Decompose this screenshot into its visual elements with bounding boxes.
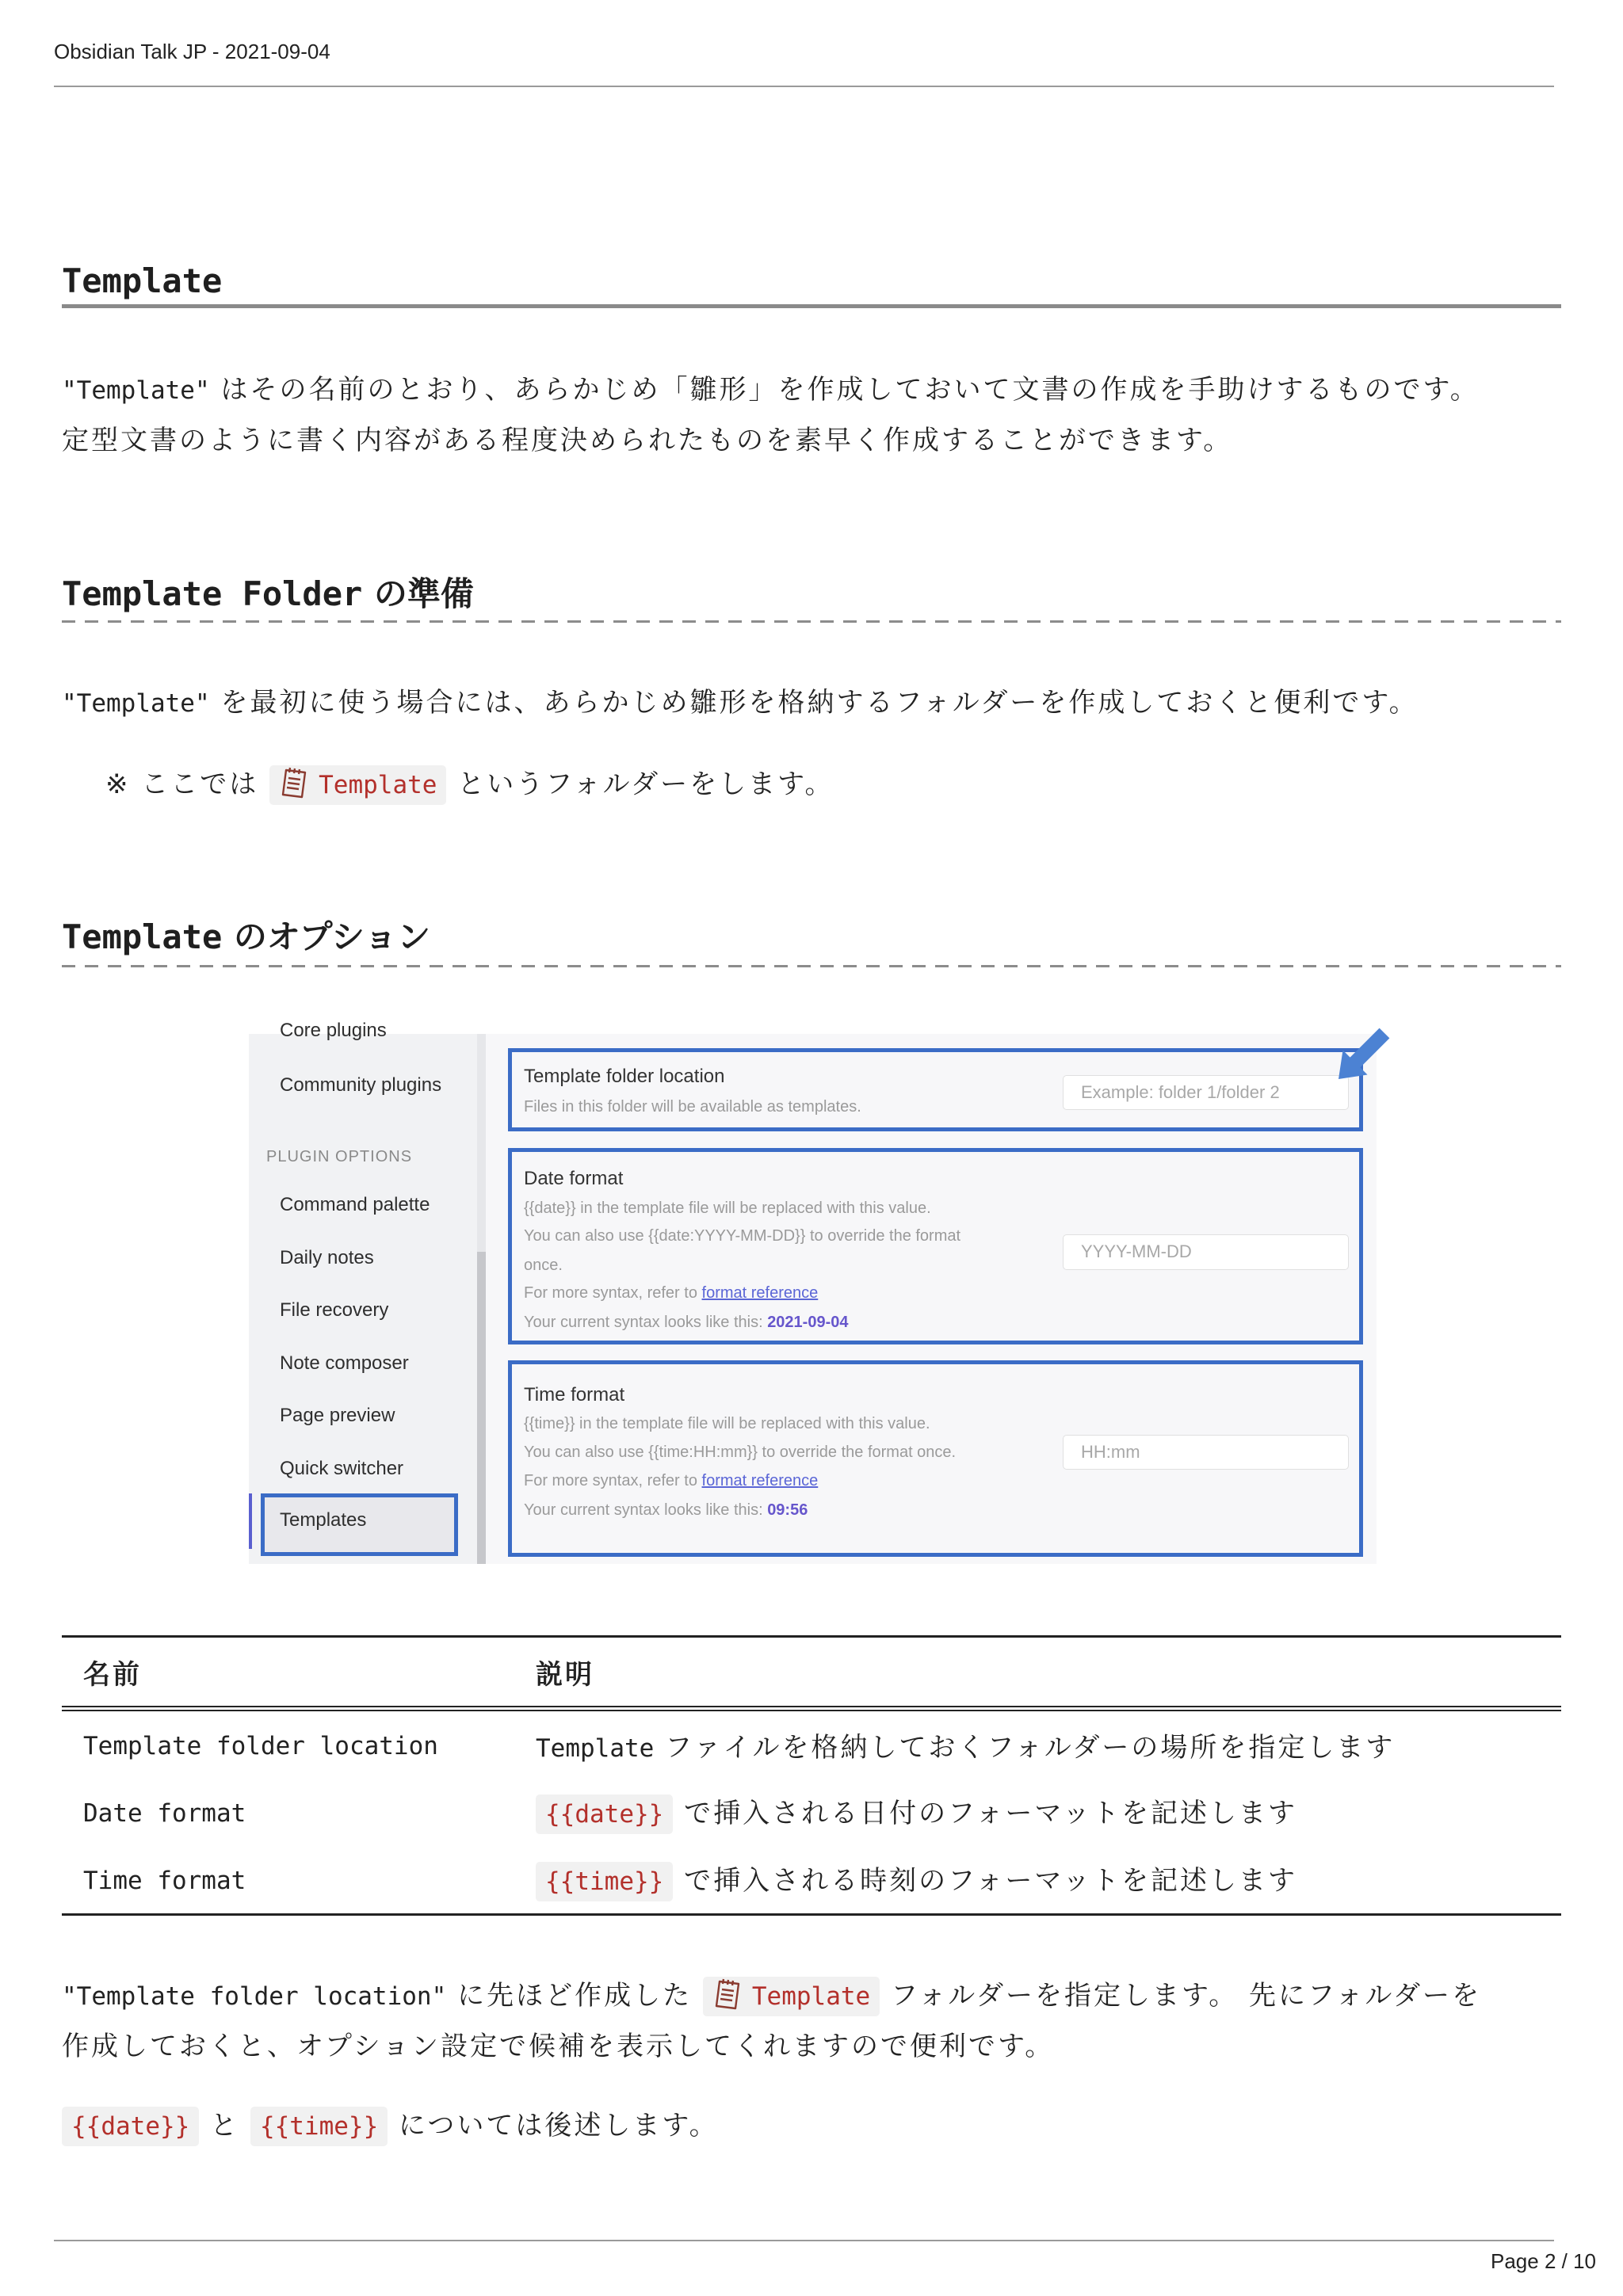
inline-code: "Template folder location" [62,1982,447,2011]
current-syntax-value: 2021-09-04 [767,1314,849,1331]
pointer-arrow-icon [1337,1025,1392,1081]
paragraph-text: に先ほど作成した [446,1980,703,2012]
time-format-input: HH:mm [1063,1435,1349,1470]
folder-note [105,760,1571,810]
heading-template-folder [62,574,1561,615]
heading-options-code: Template [62,917,223,956]
current-syntax-prefix: Your current syntax looks like this: [524,1501,768,1519]
table-cell-name [62,1711,536,1779]
notebook-icon [279,765,309,800]
paragraph-text: フォルダーを指定します。 先にフォルダーを [880,1980,1481,2012]
folder-chip-label: Template [751,1982,871,2011]
table-row [62,1711,1561,1779]
page-number: Page 2 / 10 [1491,2249,1596,2273]
table-row [62,1779,1561,1846]
settings-sidebar [249,1020,486,1564]
format-reference-link: format reference [701,1472,819,1489]
setting-name: Template folder location [524,1066,725,1087]
paragraph-text: については後述します。 [388,2110,719,2142]
sidebar-item-note-composer: Note composer [280,1352,409,1374]
sidebar-item-daily-notes: Daily notes [280,1247,374,1268]
settings-screenshot [249,1020,1377,1564]
table-header-row [62,1635,1561,1711]
code-chip: {{time}} [536,1862,673,1901]
setting-description: {{time}} in the template file will be replaced with this value. [524,1415,930,1432]
heading-underline [62,304,1561,308]
sidebar-item-page-preview: Page preview [280,1405,395,1426]
sidebar-group-label: PLUGIN OPTIONS [266,1148,413,1165]
heading-template-text: Template [62,261,223,300]
heading-dashed-underline [62,620,1561,623]
setting-name: Time format [524,1384,625,1405]
folder-chip-label: Template [319,771,437,799]
table-cell-description [536,1711,1561,1779]
option-name: Template folder location [83,1731,438,1760]
setting-description: once. [524,1257,563,1274]
setting-description: You can also use {{time:HH:mm}} to override the format once. [524,1444,957,1461]
option-name: Time format [83,1866,246,1895]
code-chip-time: {{time}} [250,2107,388,2146]
later-note-paragraph [62,2101,1575,2151]
template-intro-paragraph [62,365,1575,466]
current-syntax-value: 09:56 [767,1501,808,1519]
setting-syntax-line [524,1283,818,1302]
setting-time-format [508,1360,1363,1557]
setting-name: Date format [524,1168,624,1189]
options-table [62,1635,1561,1916]
code-chip: {{date}} [536,1794,673,1834]
date-format-input: YYYY-MM-DD [1063,1234,1349,1270]
header-divider [54,86,1554,87]
setting-current-syntax [524,1501,808,1520]
sidebar-item-file-recovery: File recovery [280,1299,389,1321]
table-cell-name [62,1846,536,1916]
heading-template [62,261,1561,302]
inline-code: "Template" [62,376,210,405]
sidebar-item-command-palette: Command palette [280,1194,430,1215]
table-header-name: 名前 [62,1635,536,1711]
option-description: で挿入される時刻のフォーマットを記述します [673,1864,1298,1897]
setting-description: Files in this folder will be available as templates. [524,1098,861,1116]
folder-location-paragraph [62,1971,1575,2072]
inline-code: "Template" [62,689,210,718]
inline-code: Template [536,1734,655,1763]
page-header-title: Obsidian Talk JP - 2021-09-04 [54,40,330,63]
code-chip-date: {{date}} [62,2107,199,2146]
intro-text-line1: はその名前のとおり、あらかじめ「雛形」を作成しておいて文書の作成を手助けするものです。 [209,374,1480,406]
format-reference-link: format reference [701,1284,819,1302]
note-suffix: というフォルダーをします。 [446,769,834,800]
table-cell-name [62,1779,536,1846]
setting-description: You can also use {{date:YYYY-MM-DD}} to override the format [524,1227,961,1245]
sidebar-item-templates: Templates [280,1509,367,1531]
folder-location-input: Example: folder 1/folder 2 [1063,1075,1349,1110]
footer-divider [54,2240,1554,2241]
setting-syntax-line [524,1471,818,1490]
paragraph-text: と [199,2110,250,2142]
table-cell-description [536,1846,1561,1916]
setting-folder-location [508,1048,1363,1131]
sidebar-item-quick-switcher: Quick switcher [280,1458,404,1479]
syntax-prefix: For more syntax, refer to [524,1472,702,1489]
table-cell-description [536,1779,1561,1846]
setting-description: {{date}} in the template file will be replaced with this value. [524,1199,931,1217]
active-item-indicator [249,1493,252,1549]
sidebar-scroll-thumb [477,1252,486,1564]
sidebar-item-core-plugins: Core plugins [280,1020,387,1041]
folder-chip [703,1977,880,2016]
paragraph-text-line2: 作成しておくと、オプション設定で候補を表示してくれますので便利です。 [62,2031,1055,2062]
current-syntax-prefix: Your current syntax looks like this: [524,1314,768,1331]
intro-text-line2: 定型文書のように書く内容がある程度決められたものを素早く作成することができます。 [62,425,1233,456]
setting-date-format [508,1148,1363,1344]
option-description: で挿入される日付のフォーマットを記述します [673,1797,1298,1829]
heading-folder-code: Template Folder [62,574,363,613]
note-mark: ※ [105,769,131,800]
option-name: Date format [83,1798,246,1828]
sidebar-item-community-plugins: Community plugins [280,1074,442,1096]
note-prefix: ここでは [130,769,270,800]
notebook-icon [712,1977,743,2012]
heading-folder-text: の準備 [362,574,474,613]
table-header-description: 説明 [536,1635,1561,1711]
setting-current-syntax [524,1313,849,1332]
option-description: ファイルを格納しておくフォルダーの場所を指定します [654,1732,1396,1764]
folder-paragraph-text: を最初に使う場合には、あらかじめ雛形を格納するフォルダーを作成しておくと便利です。 [209,687,1419,719]
heading-template-options [62,917,1561,958]
syntax-prefix: For more syntax, refer to [524,1284,702,1302]
table-row [62,1846,1561,1916]
folder-chip [269,765,446,805]
folder-paragraph [62,678,1575,729]
heading-options-text: のオプション [222,917,431,956]
heading-dashed-underline [62,965,1561,967]
